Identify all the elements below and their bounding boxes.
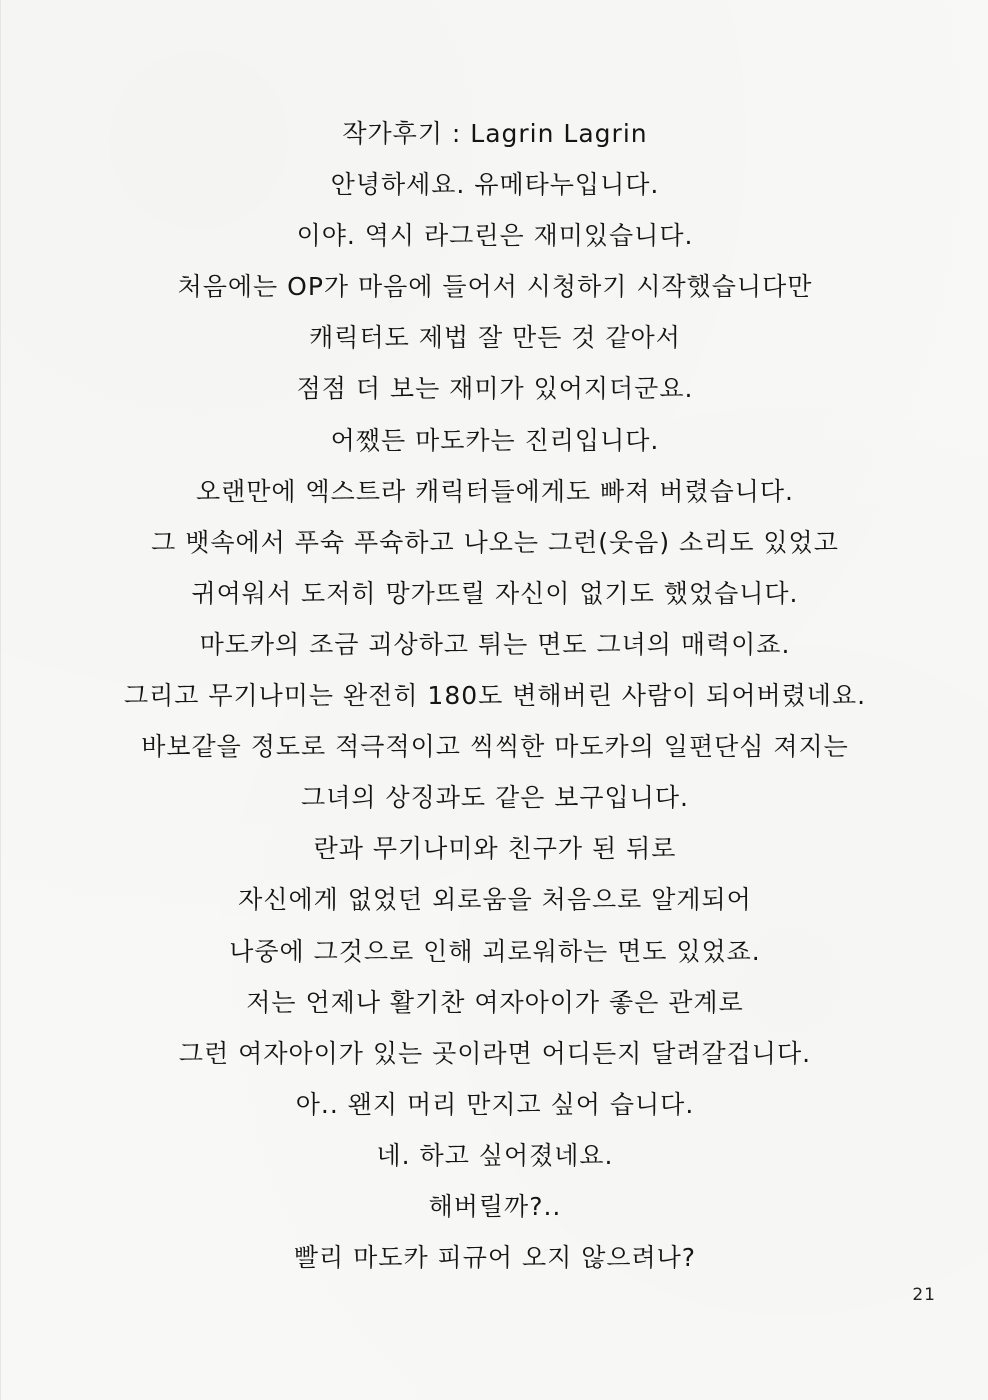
afterword-line: 처음에는 OP가 마음에 들어서 시청하기 시작했습니다만 [177,272,813,302]
afterword-line: 마도카의 조금 괴상하고 튀는 면도 그녀의 매력이죠. [199,629,791,659]
afterword-line: 자신에게 없었던 외로움을 처음으로 알게되어 [238,885,752,915]
afterword-line: 저는 언제나 활기찬 여자아이가 좋은 관계로 [246,987,744,1017]
afterword-line: 해버릴까?.. [428,1191,562,1221]
afterword-line: 점점 더 보는 재미가 있어지더군요. [296,374,694,404]
afterword-line: 이야. 역시 라그린은 재미있습니다. [296,221,694,251]
afterword-line: 그런 여자아이가 있는 곳이라면 어디든지 달려갈겁니다. [178,1038,812,1068]
page-number: 21 [912,1285,936,1305]
afterword-line: 빨리 마도카 피규어 오지 않으려나? [293,1243,697,1273]
afterword-line: 귀여워서 도저히 망가뜨릴 자신이 없기도 했었습니다. [191,578,799,608]
afterword-line: 바보같을 정도로 적극적이고 씩씩한 마도카의 일편단심 져지는 [141,732,849,762]
afterword-line: 안녕하세요. 유메타누입니다. [330,170,660,200]
afterword-line: 오랜만에 엑스트라 캐릭터들에게도 빠져 버렸습니다. [195,476,795,506]
afterword-line: 네. 하고 싶어졌네요. [376,1140,614,1170]
afterword-line: 아.. 왠지 머리 만지고 싶어 습니다. [295,1089,695,1119]
afterword-line: 어쨌든 마도카는 진리입니다. [330,425,660,455]
afterword-line: 그 뱃속에서 푸슉 푸슉하고 나오는 그런(웃음) 소리도 있었고 [151,527,839,557]
afterword-line: 란과 무기나미와 친구가 된 뒤로 [313,834,677,864]
afterword-text [1,108,988,1283]
afterword-line: 그리고 무기나미는 완전히 180도 변해버린 사람이 되어버렸네요. [123,681,867,711]
afterword-line: 캐릭터도 제법 잘 만든 것 같아서 [309,323,681,353]
afterword-line: 나중에 그것으로 인해 괴로워하는 면도 있었죠. [229,936,761,966]
afterword-title: 작가후기 : Lagrin Lagrin [342,119,648,148]
afterword-line: 그녀의 상징과도 같은 보구입니다. [301,783,689,813]
